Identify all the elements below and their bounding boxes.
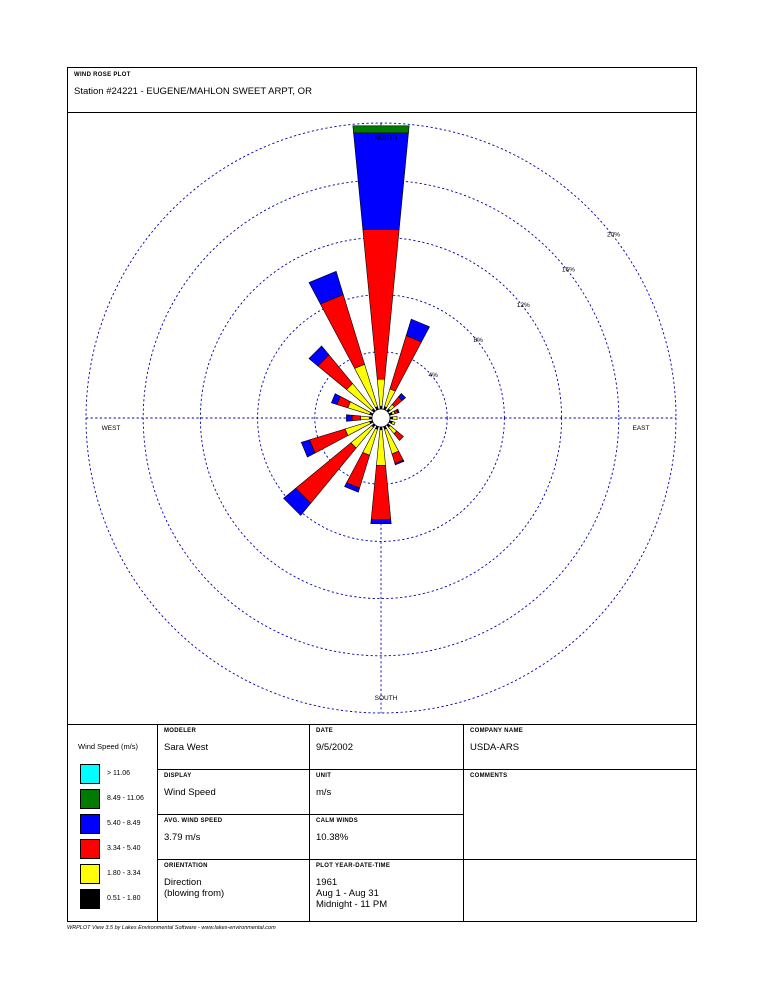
orientation-line2: (blowing from) [164,888,225,899]
display-value: Wind Speed [164,787,216,798]
plot-type-label: WIND ROSE PLOT [74,72,131,78]
ring-label: 20% [606,231,620,239]
legend-item [80,864,170,884]
ring-label: 8% [473,337,483,345]
company-cell [464,725,696,770]
comments-label: COMMENTS [470,773,508,779]
petal-e-bin-1 [393,416,397,419]
plot-time-value [316,877,387,910]
display-label: DISPLAY [164,773,192,779]
avg-speed-value: 3.79 m/s [164,832,201,843]
plot-time-line3: Midnight - 11 PM [316,899,388,910]
plot-time-label: PLOT YEAR-DATE-TIME [316,863,391,869]
petal-n-bin-1 [377,379,384,406]
legend-item [80,764,170,784]
legend-swatch [80,889,100,909]
petal-w-bin-2 [352,415,361,421]
legend-item [80,889,170,909]
date-value: 9/5/2002 [316,742,353,753]
calm-label: CALM WINDS [316,818,358,824]
legend-label: 1.80 - 3.34 [107,870,141,877]
ring-label: 4% [428,372,438,380]
modeler-cell [158,725,310,770]
avg-speed-cell [158,815,310,860]
orientation-cell [158,860,310,922]
plot-time-cell [310,860,464,922]
plot-time-line2: Aug 1 - Aug 31 [316,888,379,899]
compass-label-east: EAST [632,425,650,432]
petal-n-bin-2 [363,230,399,379]
station-title: Station #24221 - EUGENE/MAHLON SWEET ARPT, OR [74,86,312,97]
legend-swatch [80,814,100,834]
petal-s-bin-3 [371,519,391,523]
modeler-value: Sara West [164,742,209,753]
petal-wsw-bin-2 [309,429,347,453]
legend-label: > 11.06 [107,770,131,777]
date-label: DATE [316,728,334,734]
date-cell [310,725,464,770]
petal-ese-bin-1 [391,421,395,424]
orientation-line1: Direction [164,877,202,888]
software-credit: WRPLOT View 3.5 by Lakes Environmental Software - www.lakes-environmental.com [67,925,276,931]
petal-w-bin-3 [346,415,352,422]
legend-swatch [80,864,100,884]
petal-n-bin-3 [354,133,409,230]
calm-cell [310,815,464,860]
petal-s-bin-2 [371,465,391,519]
legend-item [80,789,170,809]
calm-circle [372,409,390,427]
ring-label: 16% [561,266,575,274]
avg-speed-label: AVG. WIND SPEED [164,818,223,824]
display-cell [158,770,310,815]
report-header [68,68,696,113]
petal-ssw-bin-2 [347,452,370,488]
legend-swatch [80,789,100,809]
legend-label: 0.51 - 1.80 [107,895,141,902]
legend-item [80,839,170,859]
compass-label-north: NORTH [374,135,398,142]
wind-rose-report [67,67,697,922]
orientation-value [164,877,224,899]
ring-labels [428,231,620,379]
legend-swatch [80,764,100,784]
legend [68,725,158,922]
company-value: USDA-ARS [470,742,520,753]
info-panel [68,724,696,922]
petal-w-bin-1 [361,416,370,420]
legend-label: 5.40 - 8.49 [107,820,141,827]
compass-label-south: SOUTH [374,695,398,702]
calm-value: 10.38% [316,832,349,843]
petal-sw-bin-2 [296,443,356,503]
unit-cell [310,770,464,815]
legend-item [80,814,170,834]
compass-label-west: WEST [101,425,121,432]
orientation-label: ORIENTATION [164,863,208,869]
comments-cell [464,770,696,860]
company-label: COMPANY NAME [470,728,524,734]
legend-label: 3.34 - 5.40 [107,845,141,852]
wind-rose-chart [68,113,696,723]
unit-value: m/s [316,787,332,798]
legend-label: 8.49 - 11.06 [107,795,144,802]
ring-label: 12% [516,301,530,309]
modeler-label: MODELER [164,728,197,734]
wind-petals [284,126,430,524]
petal-nne-bin-2 [390,336,422,392]
legend-swatch [80,839,100,859]
plot-time-line1: 1961 [316,877,338,888]
legend-title: Wind Speed (m/s) [78,742,139,751]
petal-se-bin-2 [394,431,403,440]
petal-n-bin-4 [353,126,409,133]
unit-label: UNIT [316,773,332,779]
petal-s-bin-1 [376,430,385,466]
